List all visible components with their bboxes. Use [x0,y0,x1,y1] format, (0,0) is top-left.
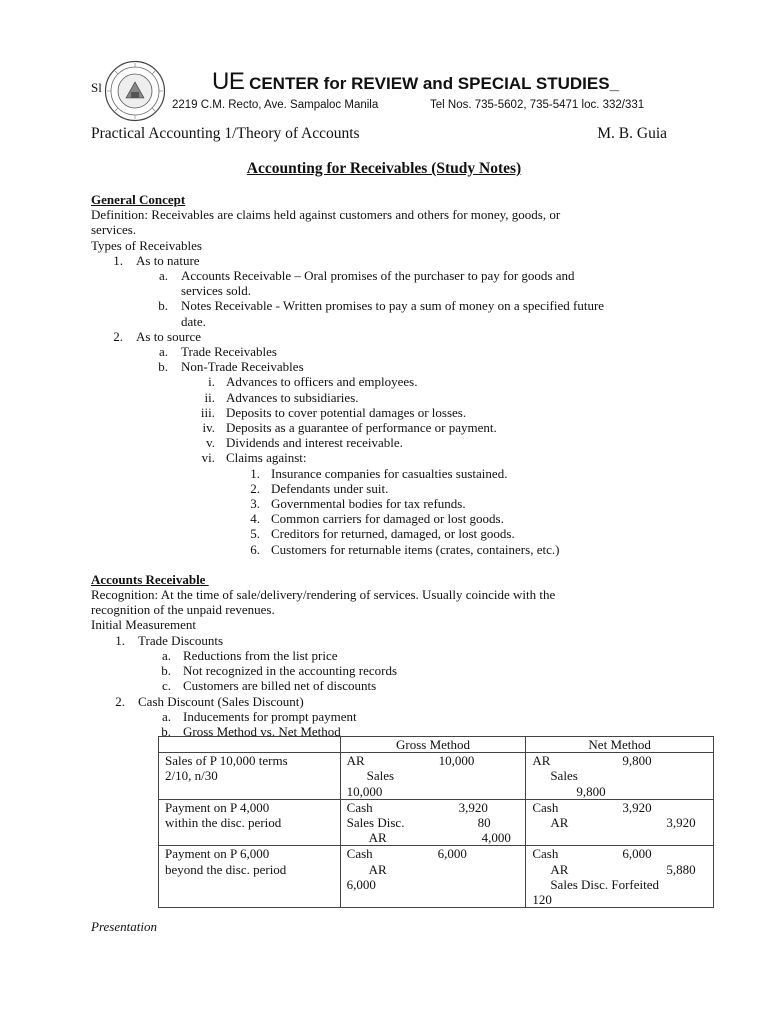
list-text: Not recognized in the accounting records [183,663,398,679]
journal-line [347,784,520,799]
account-name: Sales Disc. [346,814,405,830]
list-item [91,374,681,389]
journal-line [347,862,520,877]
account-name: AR [368,830,387,846]
center-address: 2219 C.M. Recto, Ave. Sampaloc Manila [172,99,379,111]
list-text: As to source [136,328,201,344]
amount: 3,920 [666,814,696,830]
amount: 4,000 [481,830,511,846]
account-name: AR [346,753,365,769]
table-header-net: Net Method [526,737,714,753]
journal-line [532,800,707,815]
table-cell-description [159,799,341,846]
account-name: Cash [346,799,373,815]
list-roman: ii. [204,389,215,405]
account-name: Cash [532,799,559,815]
document-title: Accounting for Receivables (Study Notes) [246,160,522,177]
list-text: Deposits to cover potential damages or losses. [226,404,467,420]
list-item-non-trade-receivables [91,359,681,374]
list-number: 2. [250,480,260,496]
journal-line [532,892,707,907]
list-item [91,466,681,481]
journal-line [347,846,520,861]
account-name: AR [368,861,387,877]
list-item-trade-receivables [91,344,681,359]
list-item [91,435,681,450]
table-cell-description [159,753,341,800]
list-letter: a. [158,344,168,360]
course-subject: Practical Accounting 1/Theory of Accounts [91,125,360,142]
list-item [91,496,681,511]
list-item [91,526,681,541]
account-name: Sales [550,768,578,784]
center-title-ue: UE [212,68,245,95]
journal-line [347,753,520,768]
list-letter: b. [158,359,168,375]
table-cell-net [526,799,714,846]
list-item-continuation [91,283,681,298]
list-item [91,481,681,496]
list-item-as-to-nature [91,253,681,268]
list-letter: c. [161,678,171,694]
list-number: 2. [115,693,125,709]
journal-line [532,877,707,892]
university-seal-icon [104,60,166,122]
list-item [91,390,681,405]
account-name: AR [550,861,569,877]
list-item [91,709,681,724]
definition-line-1: Definition: Receivables are claims held against customers and others for money, goods, or [91,207,561,223]
types-of-receivables: Types of Receivables [91,237,202,253]
cell-line: 2/10, n/30 [165,768,218,784]
journal-line [347,815,520,830]
list-text: Governmental bodies for tax refunds. [271,496,466,512]
recognition-line-2: recognition of the unpaid revenues. [91,602,275,618]
list-text: Cash Discount (Sales Discount) [138,693,304,709]
list-roman: v. [206,435,215,451]
list-text: Customers for returnable items (crates, containers, etc.) [271,541,560,557]
recognition-line-1: Recognition: At the time of sale/delivery/rendering of services. Usually coincide with the [91,587,556,603]
list-number: 5. [250,526,260,542]
list-item [91,542,681,557]
list-text: Claims against: [226,450,307,466]
list-item-trade-discounts [91,633,681,648]
list-text: Reductions from the list price [183,647,338,663]
journal-line [532,862,707,877]
author-name: M. B. Guia [597,125,667,142]
amount: 6,000 [622,846,652,862]
account-name: Sales [366,768,395,784]
list-item [91,648,681,663]
cell-line: Payment on P 6,000 [165,846,270,862]
journal-line [532,784,707,799]
list-number: 3. [250,496,260,512]
journal-line [532,768,707,783]
amount: 120 [532,891,552,907]
journal-line [532,815,707,830]
cell-line: beyond the disc. period [165,861,287,877]
list-text: services sold. [181,283,252,299]
list-letter: a. [158,268,168,284]
list-text: Defendants under suit. [271,480,389,496]
amount: 10,000 [346,783,383,799]
journal-line [347,877,520,892]
list-item-notes-receivable [91,298,681,313]
list-roman: iii. [200,404,215,420]
journal-line [347,830,520,845]
journal-line [532,846,707,861]
table-row [159,846,714,908]
amount: 6,000 [437,846,467,862]
list-roman: vi. [201,450,215,466]
list-roman: iv. [202,420,215,436]
cell-line: Sales of P 10,000 terms [165,753,288,769]
list-text: Inducements for prompt payment [183,708,357,724]
amount: 3,920 [458,799,488,815]
list-text: Common carriers for damaged or lost goods. [271,511,504,527]
table-cell-net [526,846,714,908]
list-letter: b. [161,723,171,739]
gross-vs-net-table [158,736,714,908]
list-number: 1. [115,632,125,648]
list-item [91,405,681,420]
section-heading-accounts-receivable: Accounts Receivable [91,571,209,587]
cell-line: Payment on P 4,000 [165,799,270,815]
list-text: As to nature [136,252,200,268]
account-name: AR [550,814,569,830]
list-text: Insurance companies for casualties sustained. [271,465,508,481]
list-text: Customers are billed net of discounts [183,678,377,694]
account-name: Cash [346,846,373,862]
list-item-accounts-receivable [91,268,681,283]
amount: 9,800 [576,783,606,799]
list-number: 6. [250,541,260,557]
list-roman: i. [208,374,215,390]
list-item [91,420,681,435]
amount: 3,920 [622,799,652,815]
amount: 6,000 [346,876,376,892]
definition-line-2: services. [91,222,137,238]
table-header-cell [159,737,341,753]
list-text: Advances to officers and employees. [226,374,418,390]
table-header-row [159,737,714,753]
journal-line [532,753,707,768]
list-number: 1. [250,465,260,481]
center-telephone: Tel Nos. 735-5602, 735-5471 loc. 332/331 [430,99,645,111]
presentation-heading: Presentation [91,919,157,934]
table-header-gross: Gross Method [340,737,526,753]
table-cell-gross [340,799,526,846]
amount: 80 [477,814,491,830]
account-name: AR [532,753,551,769]
cell-line: within the disc. period [165,814,282,830]
list-number: 1. [113,252,123,268]
list-letter: b. [158,298,168,314]
list-text: Deposits as a guarantee of performance or payment. [226,420,497,436]
table-cell-description [159,846,341,908]
table-row [159,753,714,800]
journal-line [347,768,520,783]
list-item-as-to-source [91,329,681,344]
list-text: Creditors for returned, damaged, or lost goods. [271,526,515,542]
seal-prefix-text: Sl [91,80,102,95]
list-text: Gross Method vs. Net Method [183,723,341,739]
table-cell-net [526,753,714,800]
list-number: 2. [113,328,123,344]
list-letter: b. [161,663,171,679]
center-title-rest: CENTER for REVIEW and SPECIAL STUDIES_ [244,74,620,93]
section-heading-general-concept: General Concept [91,192,186,207]
list-item [91,678,681,693]
account-name: Sales Disc. Forfeited [550,876,659,892]
list-text: Dividends and interest receivable. [226,435,403,451]
list-item [91,511,681,526]
list-text: Notes Receivable - Written promises to pay a sum of money on a specified future [181,298,605,314]
list-text: Advances to subsidiaries. [226,389,359,405]
list-number: 4. [250,511,260,527]
table-row [159,799,714,846]
list-item [91,663,681,678]
list-text: Trade Receivables [181,344,277,360]
table-cell-gross [340,753,526,800]
document-body [91,192,681,739]
journal-line [347,800,520,815]
amount: 9,800 [622,753,652,769]
list-text: date. [181,313,206,329]
initial-measurement: Initial Measurement [91,617,197,633]
list-letter: a. [161,708,171,724]
list-text: Accounts Receivable – Oral promises of the purchaser to pay for goods and [181,268,575,284]
list-text: Non-Trade Receivables [181,359,304,375]
list-item-cash-discount [91,694,681,709]
account-name: Cash [532,846,559,862]
list-letter: a. [161,647,171,663]
amount: 10,000 [438,753,475,769]
list-item-continuation [91,314,681,329]
list-item [91,450,681,465]
table-cell-gross [340,846,526,908]
spacer [91,557,681,572]
center-title [212,68,619,96]
amount: 5,880 [666,861,696,877]
list-text: Trade Discounts [138,632,224,648]
